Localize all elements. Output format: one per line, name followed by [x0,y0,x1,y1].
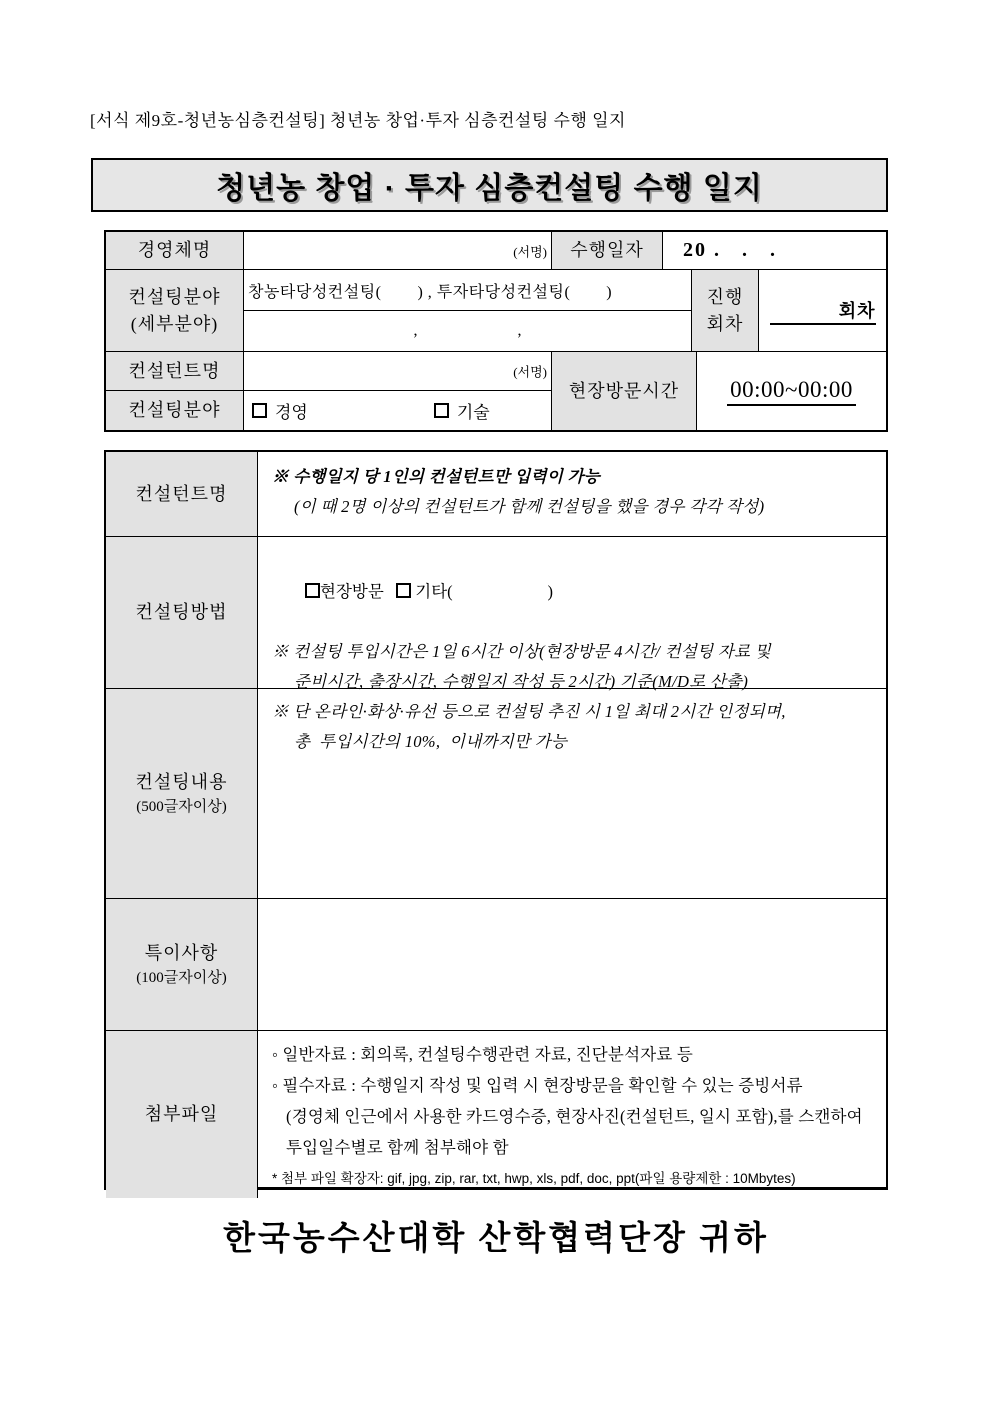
attachment-content [258,1031,886,1198]
company-name-field[interactable] [244,232,552,270]
etc-checkbox[interactable] [396,583,411,598]
execution-date-field[interactable]: 20 . . . [663,232,886,270]
detail-consultant-label: 컨설턴트명 [106,452,258,537]
technology-checkbox[interactable] [434,403,449,418]
consultant-name-field[interactable] [244,352,552,391]
attachment-line-1: ◦ 일반자료 : 회의록, 컨설팅수행관련 자료, 진단분석자료 등 [272,1045,693,1064]
consulting-area-label: 컨설팅분야 [106,391,244,430]
method-note-1b: 준비시간, 출장시간, 수행일지 작성 등 2시간) 기준(M/D로 산출) [294,672,749,691]
form-reference-line: [서식 제9호-청년농심층컨설팅] 청년농 창업·투자 심층컨설팅 수행 일지 [90,111,626,130]
attachment-line-5: * 첨부 파일 확장자: gif, jpg, zip, rar, txt, hwp, xls, pdf, doc, ppt(파일 용량제한 : 10Mbytes) [272,1171,796,1186]
method-note-1a: ※ 컨설팅 투입시간은 1일 6시간 이상(현장방문 4시간/ 컨설팅 자료 및 [272,642,771,661]
remarks-label: 특이사항 (100글자이상) [106,899,258,1031]
consultant-note-1: ※ 수행일지 당 1인의 컨설턴트만 입력이 가능 [272,467,600,486]
progress-round-label: 진행 회차 [692,270,759,352]
method-note-2b: 총 투입시간의 10%, 이내까지만 가능 [294,732,568,751]
addressee-line: 한국농수산대학 산학협력단장 귀하 [223,1221,769,1257]
info-table [104,230,888,432]
consulting-area-options [244,391,552,430]
etc-label: 기타( ) [415,582,554,601]
consulting-content-label: 컨설팅내용 (500글자이상) [106,689,258,899]
technology-checkbox-label: 기술 [456,403,490,422]
management-checkbox-label: 경영 [275,403,308,422]
visit-time-field[interactable]: 00:00~00:00 [697,352,886,430]
form-title: 청년농 창업 · 투자 심층컨설팅 수행 일지 [216,172,763,205]
consulting-field-options[interactable]: 창농타당성컨설팅( ) , 투자타당성컨설팅( ) [244,270,692,311]
detail-table [104,450,888,1190]
attachment-line-2: ◦ 필수자료 : 수행일지 작성 및 입력 시 현장방문을 확인할 수 있는 증빙서류 [272,1076,803,1095]
attachment-line-3: (경영체 인근에서 사용한 카드영수증, 현장사진(컨설턴트, 일시 포함),를 스캔하여 [286,1107,863,1126]
consultant-sign-hint: (서명) [513,364,547,380]
site-visit-label: 현장방문 [320,582,384,601]
consulting-field-detail[interactable]: , , [244,311,692,352]
visit-time-label: 현장방문시간 [552,352,697,430]
spacer [384,582,396,601]
consulting-field-label: 컨설팅분야 (세부분야) [106,270,244,352]
method-note-2a: ※ 단 온라인·화상·유선 등으로 컨설팅 추진 시 1일 최대 2시간 인정되며, [272,702,786,721]
company-name-label: 경영체명 [106,232,244,270]
consulting-content-field[interactable] [258,689,886,899]
method-content [258,537,886,751]
form-title-box [91,158,888,212]
detail-consultant-note [258,452,886,537]
company-sign-hint: (서명) [513,244,547,259]
attachment-line-4: 투입일수별로 함께 첨부해야 함 [286,1138,509,1157]
execution-date-label: 수행일자 [552,232,663,270]
consultant-note-2: (이 때 2명 이상의 컨설턴트가 함께 컨설팅을 했을 경우 각각 작성) [294,497,765,516]
progress-round-field[interactable]: 회차 [759,270,886,352]
attachment-label: 첨부파일 [106,1031,258,1198]
remarks-field[interactable] [258,899,886,1031]
method-options [272,547,874,637]
management-checkbox[interactable] [252,403,267,418]
consultant-name-label: 컨설턴트명 [106,352,244,391]
site-visit-checkbox[interactable] [305,583,320,598]
method-label: 컨설팅방법 [106,537,258,689]
